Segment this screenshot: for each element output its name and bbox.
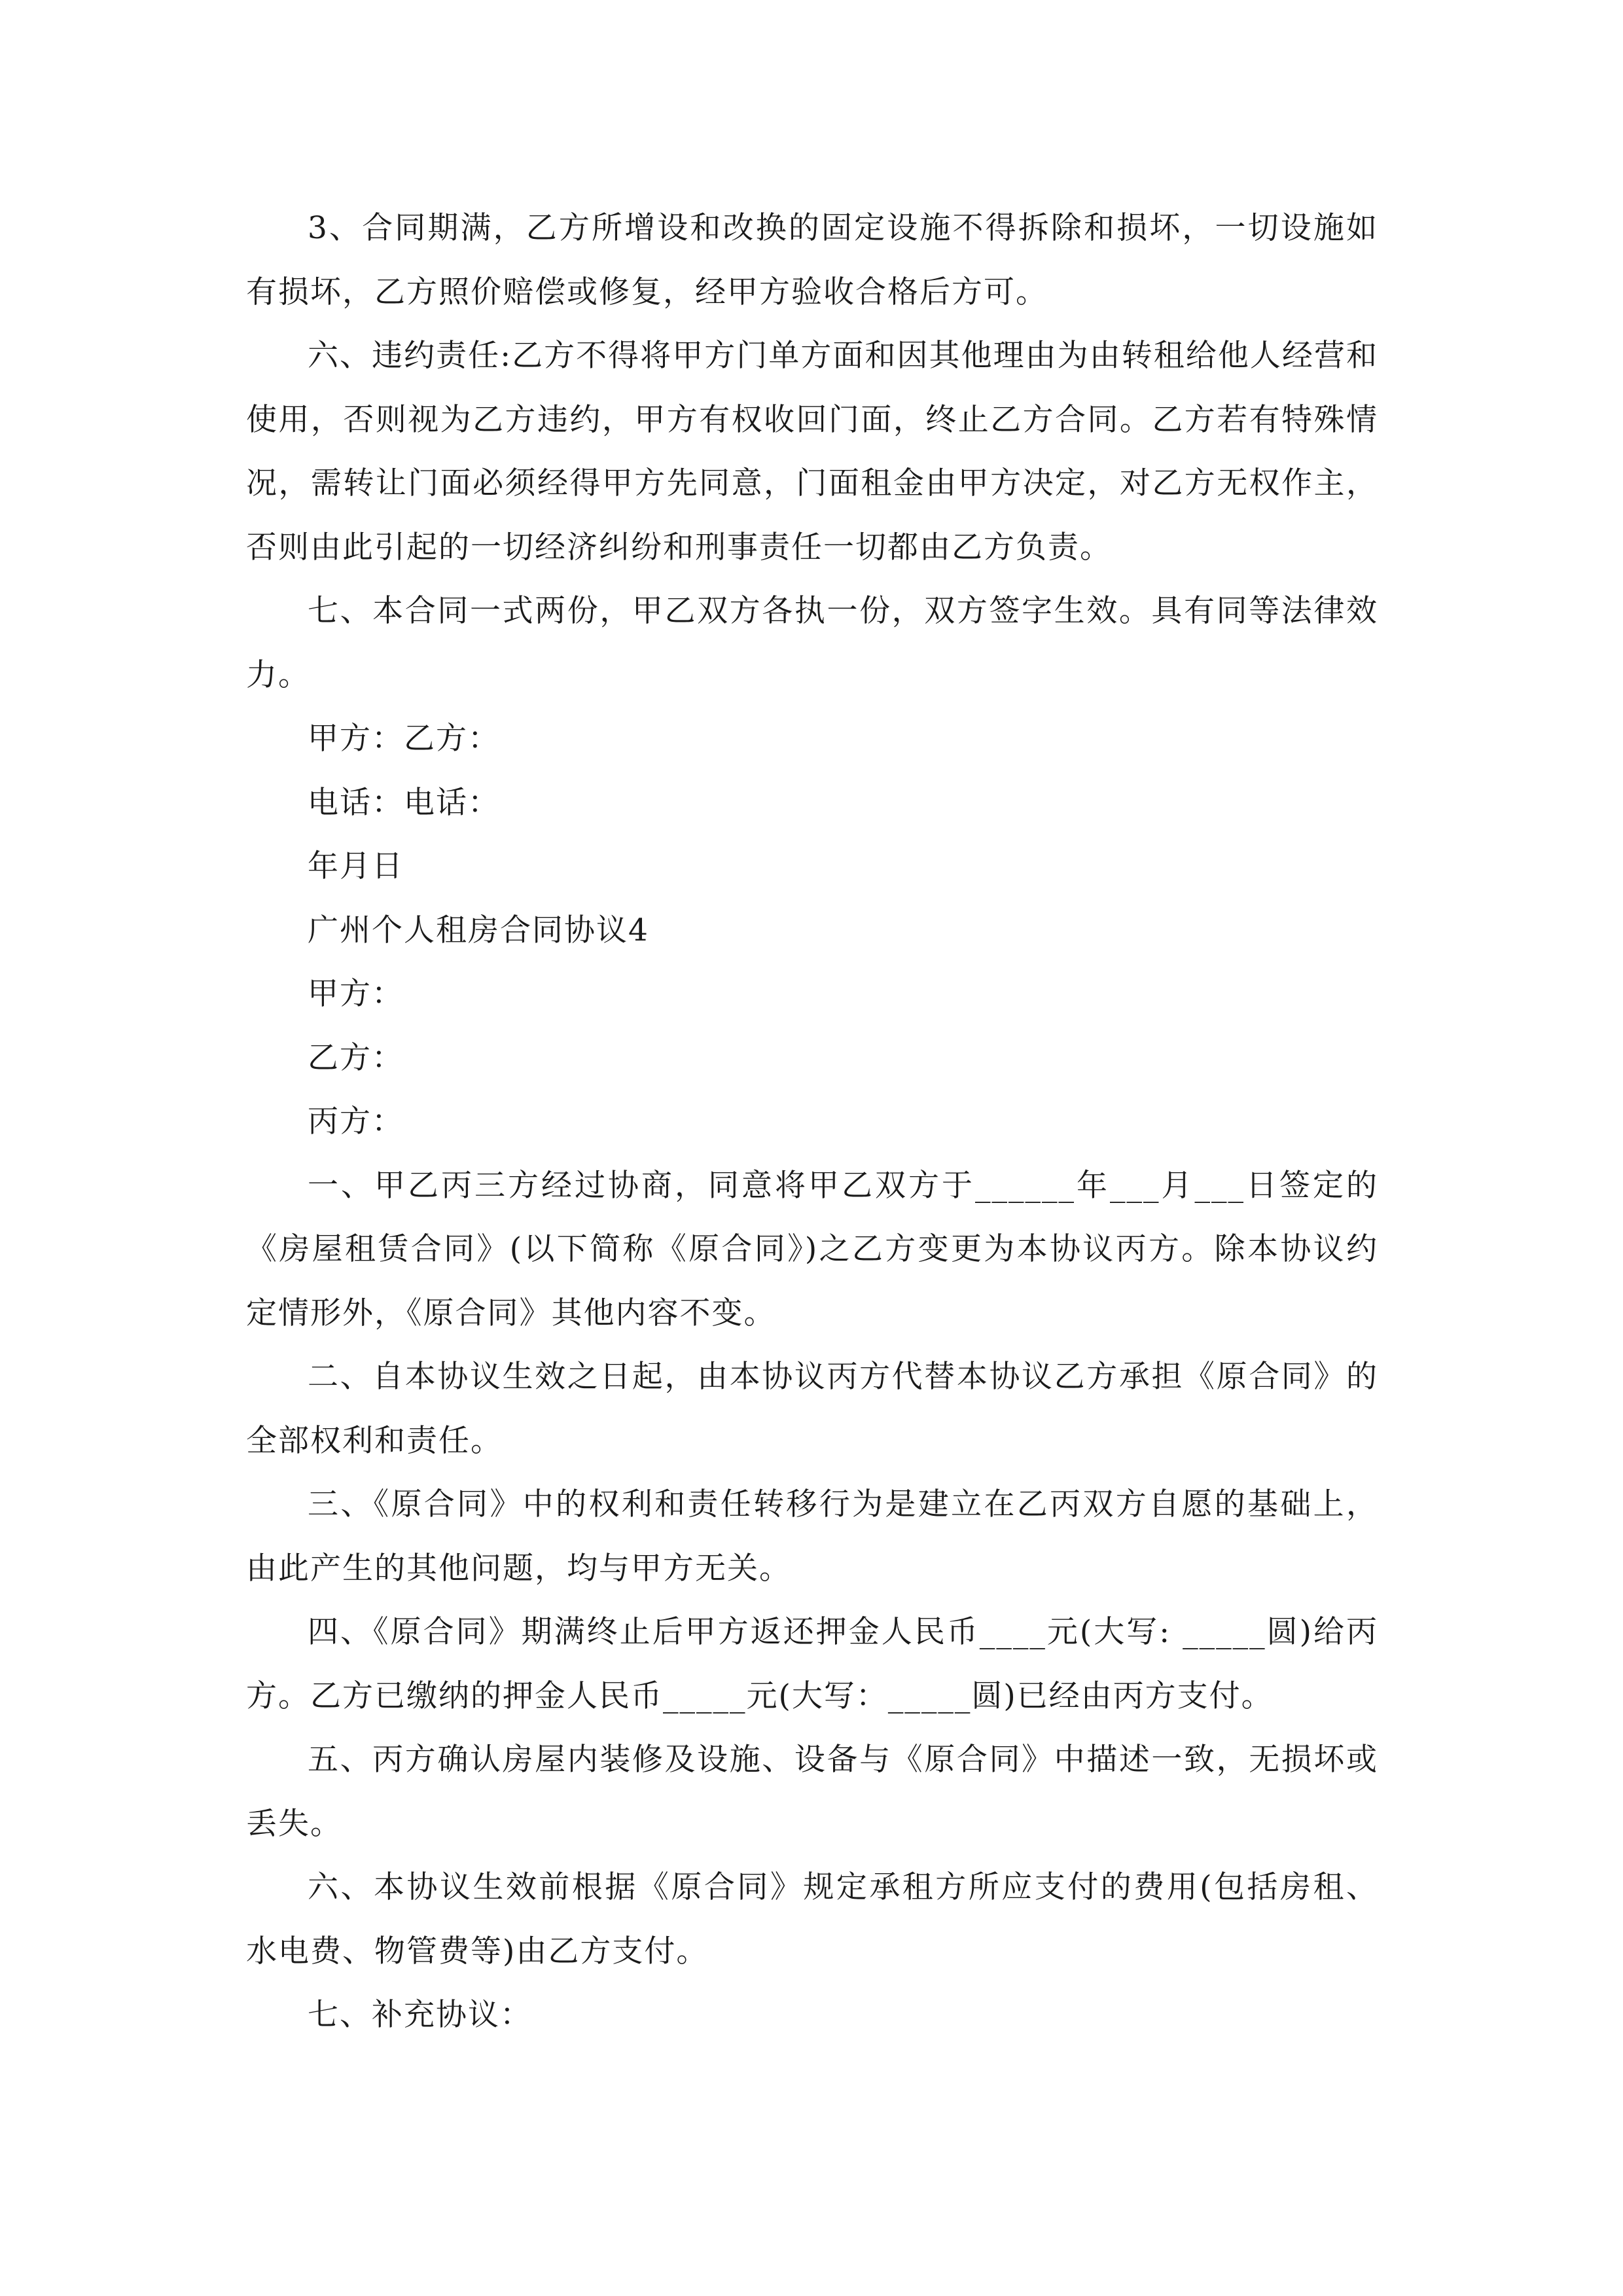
party-a-label: 甲方： <box>308 976 404 1012</box>
signature-date: 年月日 <box>308 848 404 884</box>
signature-parties: 甲方：乙方： <box>308 721 500 757</box>
party-c-label: 丙方： <box>308 1103 404 1139</box>
paragraph-article-7: 七、补充协议： <box>308 1997 532 2033</box>
paragraph-copies-effect: 七、本合同一式两份，甲乙双方各执一份，双方签字生效。具有同等法律效力。 <box>246 593 1378 693</box>
paragraph-article-1: 一、甲乙丙三方经过协商，同意将甲乙双方于______年___月___日签定的《房屋租赁合同》(以下简称《原合同》)之乙方变更为本协议丙方。除本协议约定情形外，《原合同》其他内容不变。 <box>246 1167 1378 1331</box>
paragraph-article-2: 二、自本协议生效之日起，由本协议丙方代替本协议乙方承担《原合同》的全部权利和责任。 <box>246 1359 1378 1459</box>
document-body <box>246 196 1378 2047</box>
paragraph-article-3: 三、《原合同》中的权利和责任转移行为是建立在乙丙双方自愿的基础上，由此产生的其他问题，均与甲方无关。 <box>246 1486 1378 1587</box>
signature-phones: 电话：电话： <box>308 784 500 821</box>
party-b-label: 乙方： <box>308 1039 404 1076</box>
paragraph-article-6: 六、本协议生效前根据《原合同》规定承租方所应支付的费用(包括房租、水电费、物管费等)由乙方支付。 <box>246 1869 1378 1969</box>
paragraph-article-4: 四、《原合同》期满终止后甲方返还押金人民币____元(大写: _____圆)给丙方。乙方已缴纳的押金人民币_____元(大写：_____圆)已经由丙方支付。 <box>246 1614 1378 1714</box>
section-title: 广州个人租房合同协议4 <box>308 912 649 948</box>
paragraph-breach-liability: 六、违约责任:乙方不得将甲方门单方面和因其他理由为由转租给他人经营和使用，否则视为乙方违约，甲方有权收回门面，终止乙方合同。乙方若有特殊情况，需转让门面必须经得甲方先同意，门面租金由甲方决定，对乙方无权作主，否则由此引起的一切经济纠纷和刑事责任一切都由乙方负责。 <box>246 338 1378 565</box>
paragraph-article-5: 五、丙方确认房屋内装修及设施、设备与《原合同》中描述一致，无损坏或丢失。 <box>246 1742 1378 1842</box>
paragraph-clause-3-expiry: 3、合同期满，乙方所增设和改换的固定设施不得拆除和损坏，一切设施如有损坏，乙方照价赔偿或修复，经甲方验收合格后方可。 <box>246 210 1378 310</box>
